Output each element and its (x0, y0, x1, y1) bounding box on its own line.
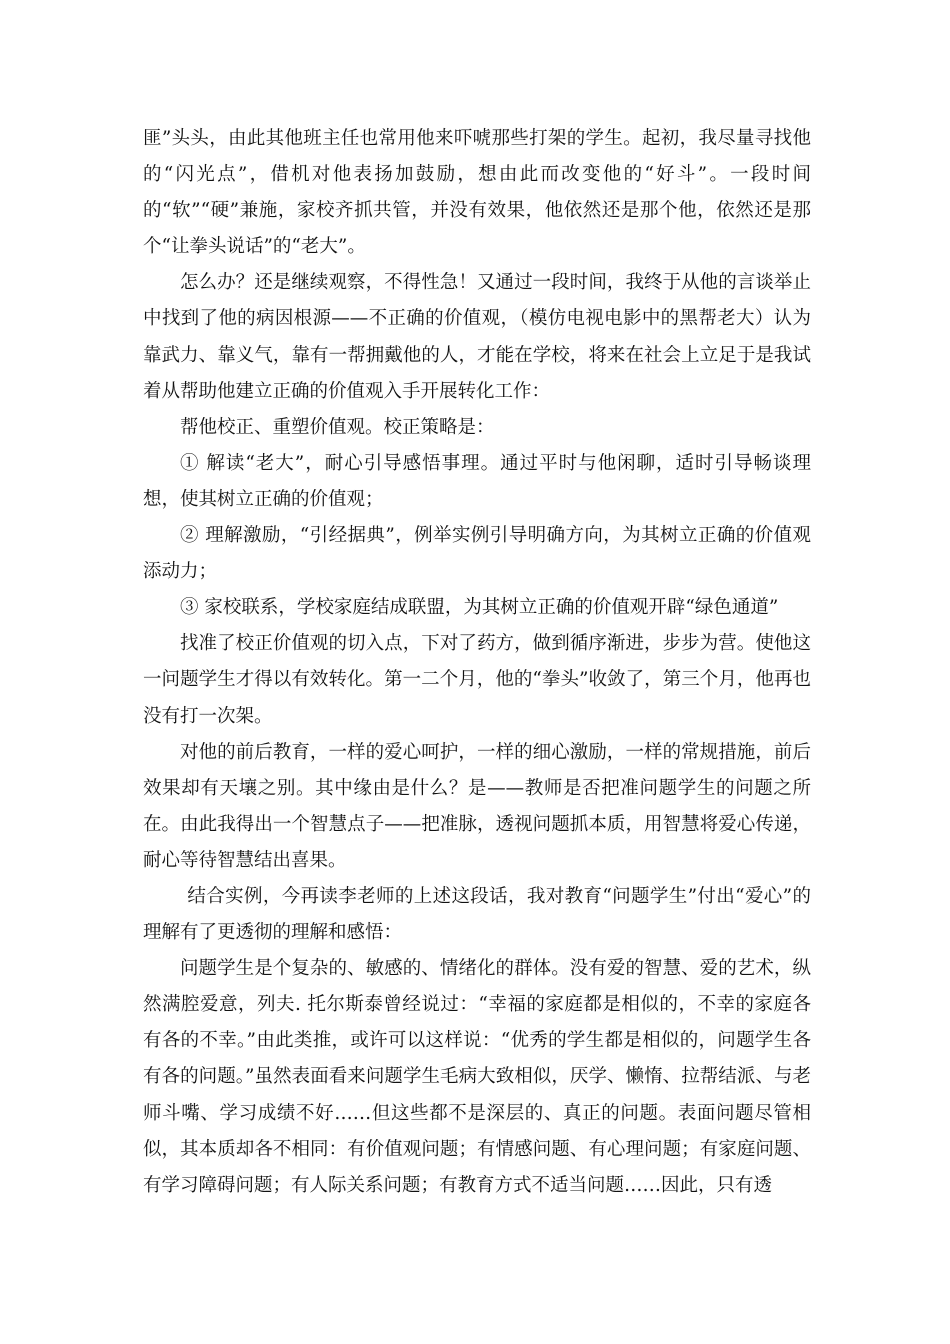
paragraph-4: 找准了校正价值观的切入点，下对了药方，做到循序渐进，步步为营。使他这一问题学生才得以有效转化。第一二个月，他的“拳头”收敛了，第三个月，他再也没有打一次架。 (143, 633, 811, 727)
paragraph-7: 问题学生是个复杂的、敏感的、情绪化的群体。没有爱的智慧、爱的艺术，纵然满腔爱意，列夫. 托尔斯泰曾经说过：“幸福的家庭都是相似的，不幸的家庭各有各的不幸。”由此类推，或许可以这样说：“优秀的学生都是相似的，问题学生各有各的问题。”虽然表面看来问题学生毛病大致相似，厌学、懒惰、拉帮结派、与老师斗嘴、学习成绩不好……但这些都不是深层的、真正的问题。表面问题尽管相似，其本质却各不相同：有价值观问题；有情感问题、有心理问题；有家庭问题、有学习障碍问题；有人际关系问题；有教育方式不适当问题……因此，只有透 (143, 958, 811, 1196)
paragraph-3: 帮他校正、重塑价值观。校正策略是： (180, 416, 495, 438)
strategy-item-2: ② 理解激励，“引经据典”，例举实例引导明确方向，为其树立正确的价值观添动力； (143, 525, 811, 583)
body-text (143, 121, 811, 1204)
strategy-item-3: ③ 家校联系，学校家庭结成联盟，为其树立正确的价值观开辟“绿色通道” (180, 597, 779, 619)
paragraph-6: 结合实例，今再读李老师的上述这段话，我对教育“问题学生”付出“爱心”的理解有了更透彻的理解和感悟： (143, 885, 811, 944)
paragraph-1: 匪”头头，由此其他班主任也常用他来吓唬那些打架的学生。起初，我尽量寻找他的“闪光点”，借机对他表扬加鼓励，想由此而改变他的“好斗”。一段时间的“软”“硬”兼施，家校齐抓共管，并没有效果，他依然还是那个他，依然还是那个“让拳头说话”的“老大”。 (143, 128, 811, 258)
paragraph-5: 对他的前后教育，一样的爱心呵护，一样的细心激励，一样的常规措施，前后效果却有天壤之别。其中缘由是什么？是——教师是否把准问题学生的问题之所在。由此我得出一个智慧点子——把准脉，透视问题抓本质，用智慧将爱心传递，耐心等待智慧结出喜果。 (143, 741, 811, 871)
paragraph-2: 怎么办？还是继续观察，不得性急！又通过一段时间，我终于从他的言谈举止中找到了他的病因根源——不正确的价值观，（模仿电视电影中的黑帮老大）认为靠武力、靠义气，靠有一帮拥戴他的人，才能在学校，将来在社会上立足于是我试着从帮助他建立正确的价值观入手开展转化工作： (143, 272, 811, 402)
strategy-item-1: ① 解读“老大”，耐心引导感悟事理。通过平时与他闲聊，适时引导畅谈理想，使其树立正确的价值观； (143, 452, 811, 510)
